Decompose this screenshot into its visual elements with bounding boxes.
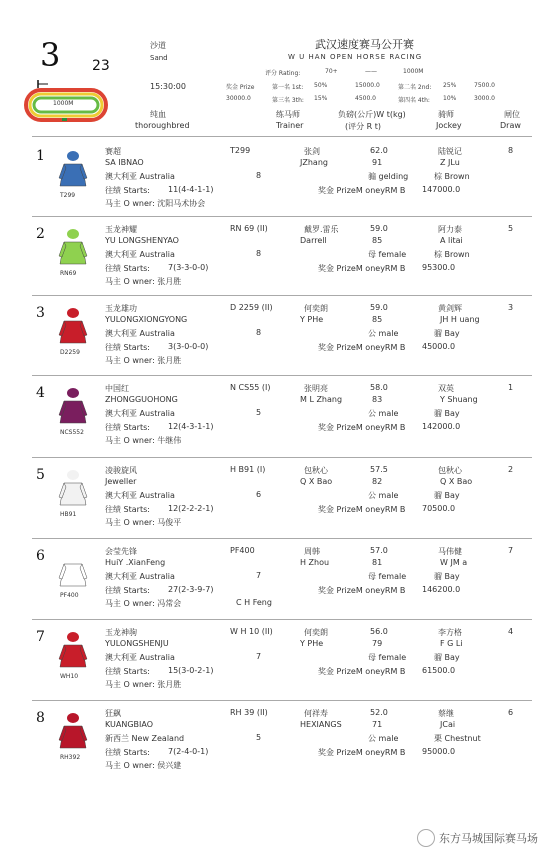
prize-label: 奖金 PrizeM oneyRM B bbox=[318, 586, 406, 595]
trainer-en: Y PHe bbox=[300, 639, 324, 648]
trainer-cn: 戴罗.雷乐 bbox=[304, 225, 339, 234]
jockey-en: A litai bbox=[440, 236, 463, 245]
trainer-en: M L Zhang bbox=[300, 395, 343, 404]
prize-4th-amt: 3000.0 bbox=[474, 95, 495, 102]
prize-amount: 147000.0 bbox=[422, 185, 461, 194]
sex: 公 male bbox=[368, 491, 399, 500]
wechat-icon bbox=[417, 829, 435, 847]
jockey-silk-icon bbox=[58, 387, 88, 427]
col-draw-en: Draw bbox=[500, 121, 521, 130]
sex: 公 male bbox=[368, 329, 399, 338]
breed-cn: 纯血 bbox=[150, 110, 166, 119]
jockey-cn: 蔡继 bbox=[438, 709, 454, 718]
prize-label: 奖金 PrizeM oneyRM B bbox=[318, 343, 406, 352]
prize-2nd-label: 第二名 2nd: bbox=[398, 84, 432, 91]
trainer-cn: 包秋心 bbox=[304, 466, 328, 475]
prize-amount: 142000.0 bbox=[422, 422, 461, 431]
prize-1st-pct: 50% bbox=[314, 82, 328, 89]
horse-draw-mid: 8 bbox=[256, 171, 262, 180]
jockey-cn: 阿力泰 bbox=[438, 225, 462, 234]
jockey-en: F G Li bbox=[440, 639, 463, 648]
weight: 62.0 bbox=[370, 146, 388, 155]
horse-name-cn: 玉龙神耀 bbox=[105, 225, 137, 234]
horse-origin: 新西兰 New Zealand bbox=[105, 734, 185, 743]
horse-owner: 马主 O wner: 沈阳马术协会 bbox=[105, 199, 206, 208]
jockey-silk-icon bbox=[58, 150, 88, 190]
horse-draw-mid: 8 bbox=[256, 328, 262, 337]
horse-draw-mid: 7 bbox=[256, 652, 262, 661]
horse-draw-mid: 8 bbox=[256, 249, 262, 258]
coat-color: 骝 Bay bbox=[434, 572, 460, 581]
jockey-cn: 马伟健 bbox=[438, 547, 462, 556]
rating: 83 bbox=[372, 395, 383, 404]
sex: 骟 gelding bbox=[368, 172, 409, 181]
horse-code2: RH 39 (II) bbox=[230, 708, 268, 717]
trainer-cn: 张明亮 bbox=[304, 384, 328, 393]
horse-name-cn: 狂飙 bbox=[105, 709, 121, 718]
trainer-extra: C H Feng bbox=[236, 598, 272, 607]
coat-color: 棕 Brown bbox=[434, 172, 470, 181]
divider bbox=[32, 457, 532, 458]
draw: 5 bbox=[508, 224, 514, 233]
prize-label: 奖金 PrizeM oneyRM B bbox=[318, 667, 406, 676]
divider bbox=[32, 375, 532, 376]
jockey-silk-icon bbox=[58, 631, 88, 671]
horse-code: T299 bbox=[60, 192, 76, 199]
trainer-en: HEXIANGS bbox=[300, 720, 342, 729]
horse-starts-label: 往绩 Starts: bbox=[105, 667, 150, 676]
prize-1st-amt: 15000.0 bbox=[355, 82, 380, 89]
jockey-en: Q X Bao bbox=[440, 477, 473, 486]
coat-color: 骝 Bay bbox=[434, 653, 460, 662]
jockey-cn: 双英 bbox=[438, 384, 454, 393]
horse-number: 8 bbox=[36, 710, 45, 726]
divider bbox=[32, 700, 532, 701]
horse-name-en: HuiY .XianFeng bbox=[105, 558, 166, 567]
horse-code2: T299 bbox=[230, 146, 251, 155]
rating: 85 bbox=[372, 315, 383, 324]
draw: 8 bbox=[508, 146, 514, 155]
horse-code: RH392 bbox=[60, 754, 81, 761]
jockey-silk-icon bbox=[58, 228, 88, 268]
horse-code2: H B91 (I) bbox=[230, 465, 266, 474]
horse-name-cn: 会莹先锋 bbox=[105, 547, 137, 556]
race-number: 3 bbox=[40, 36, 61, 74]
sex: 母 female bbox=[368, 250, 407, 259]
horse-origin: 澳大利亚 Australia bbox=[105, 409, 175, 418]
jockey-cn: 李方格 bbox=[438, 628, 462, 637]
prize-label: 奖金 Prize bbox=[226, 84, 255, 91]
horse-code: NCS552 bbox=[60, 429, 84, 436]
horse-code2: D 2259 (II) bbox=[230, 303, 273, 312]
draw: 2 bbox=[508, 465, 514, 474]
prize-3rd-pct: 15% bbox=[314, 95, 328, 102]
horse-draw-mid: 6 bbox=[256, 490, 262, 499]
col-jockey-cn: 骑师 bbox=[438, 110, 454, 119]
prize-amount: 45000.0 bbox=[422, 342, 456, 351]
track-distance-label: 1000M bbox=[53, 100, 74, 107]
horse-owner: 马主 O wner: 马俊平 bbox=[105, 518, 182, 527]
jockey-cn: 陆锐记 bbox=[438, 147, 462, 156]
prize-label: 奖金 PrizeM oneyRM B bbox=[318, 264, 406, 273]
prize-2nd-pct: 25% bbox=[443, 82, 457, 89]
sex: 公 male bbox=[368, 734, 399, 743]
horse-number: 2 bbox=[36, 226, 45, 242]
prize-label: 奖金 PrizeM oneyRM B bbox=[318, 186, 406, 195]
coat-color: 骝 Bay bbox=[434, 409, 460, 418]
race-time: 15:30:00 bbox=[150, 82, 186, 91]
trainer-cn: 何祥寿 bbox=[304, 709, 328, 718]
jockey-en: JCai bbox=[440, 720, 456, 729]
horse-starts-label: 往绩 Starts: bbox=[105, 423, 150, 432]
col-draw-cn: 闸位 bbox=[504, 110, 520, 119]
col-trainer-en: Trainer bbox=[276, 121, 304, 130]
jockey-en: JH H uang bbox=[440, 315, 480, 324]
weight: 58.0 bbox=[370, 383, 388, 392]
prize-2nd-amt: 7500.0 bbox=[474, 82, 495, 89]
horse-name-en: Jeweller bbox=[105, 477, 137, 486]
jockey-silk-icon bbox=[58, 469, 88, 509]
horse-origin: 澳大利亚 Australia bbox=[105, 572, 175, 581]
draw: 7 bbox=[508, 546, 514, 555]
horse-owner: 马主 O wner: 牛继伟 bbox=[105, 436, 182, 445]
race-title-en: W U HAN OPEN HORSE RACING bbox=[288, 53, 423, 61]
jockey-en: Z JLu bbox=[440, 158, 460, 167]
sex: 母 female bbox=[368, 653, 407, 662]
watermark-text: 东方马城国际赛马场 bbox=[439, 832, 538, 845]
prize-3rd-label: 第三名 3th: bbox=[272, 97, 304, 104]
prize-amount: 95000.0 bbox=[422, 747, 456, 756]
horse-starts: 3(3-0-0-0) bbox=[168, 342, 209, 351]
horse-code2: N CS55 (I) bbox=[230, 383, 271, 392]
breed-en: thoroughbred bbox=[135, 121, 190, 130]
horse-name-cn: 凌骏旋风 bbox=[105, 466, 137, 475]
rating: 82 bbox=[372, 477, 383, 486]
trainer-en: Y PHe bbox=[300, 315, 324, 324]
weight: 57.5 bbox=[370, 465, 388, 474]
coat-color: 骝 Bay bbox=[434, 491, 460, 500]
rating-dash: —— bbox=[365, 68, 377, 75]
prize-label: 奖金 PrizeM oneyRM B bbox=[318, 748, 406, 757]
horse-starts-label: 往绩 Starts: bbox=[105, 343, 150, 352]
watermark bbox=[417, 829, 538, 847]
jockey-en: Y Shuang bbox=[440, 395, 478, 404]
horse-name-en: ZHONGGUOHONG bbox=[105, 395, 178, 404]
horse-starts: 12(2-2-2-1) bbox=[168, 504, 214, 513]
draw: 4 bbox=[508, 627, 514, 636]
surface-en: Sand bbox=[150, 54, 168, 62]
horse-starts-label: 往绩 Starts: bbox=[105, 186, 150, 195]
horse-starts: 27(2-3-9-7) bbox=[168, 585, 214, 594]
jockey-cn: 黄剑辉 bbox=[438, 304, 462, 313]
horse-number: 5 bbox=[36, 467, 45, 483]
horse-starts: 7(2-4-0-1) bbox=[168, 747, 209, 756]
rating-label: 评分 Rating: bbox=[265, 70, 301, 77]
prize-1st-label: 第一名 1st: bbox=[272, 84, 304, 91]
horse-code: PF400 bbox=[60, 592, 79, 599]
horse-code: HB91 bbox=[60, 511, 77, 518]
horse-owner: 马主 O wner: 张月胜 bbox=[105, 356, 182, 365]
horse-number: 6 bbox=[36, 548, 45, 564]
coat-color: 骝 Bay bbox=[434, 329, 460, 338]
horse-owner: 马主 O wner: 侯兴建 bbox=[105, 761, 182, 770]
horse-origin: 澳大利亚 Australia bbox=[105, 329, 175, 338]
horse-number: 3 bbox=[36, 305, 45, 321]
prize-amount: 95300.0 bbox=[422, 263, 456, 272]
horse-owner: 马主 O wner: 冯常会 bbox=[105, 599, 182, 608]
sex: 公 male bbox=[368, 409, 399, 418]
coat-color: 棕 Brown bbox=[434, 250, 470, 259]
horse-origin: 澳大利亚 Australia bbox=[105, 491, 175, 500]
horse-number: 1 bbox=[36, 148, 45, 164]
horse-name-en: YULONGXIONGYONG bbox=[105, 315, 188, 324]
horse-starts-label: 往绩 Starts: bbox=[105, 505, 150, 514]
horse-starts: 7(3-3-0-0) bbox=[168, 263, 209, 272]
col-weight: 负磅(公斤)W t(kg) bbox=[338, 110, 406, 119]
rating-value: 70+ bbox=[325, 68, 338, 75]
prize-label: 奖金 PrizeM oneyRM B bbox=[318, 423, 406, 432]
runner-count: 23 bbox=[92, 58, 110, 74]
race-distance: 1000M bbox=[403, 68, 424, 75]
divider bbox=[32, 538, 532, 539]
weight: 57.0 bbox=[370, 546, 388, 555]
horse-name-en: YULONGSHENJU bbox=[105, 639, 169, 648]
jockey-silk-icon bbox=[58, 550, 88, 590]
prize-amount: 146200.0 bbox=[422, 585, 461, 594]
horse-starts-label: 往绩 Starts: bbox=[105, 586, 150, 595]
rating: 79 bbox=[372, 639, 383, 648]
trainer-en: Darrell bbox=[300, 236, 327, 245]
horse-code: D2259 bbox=[60, 349, 80, 356]
divider bbox=[32, 216, 532, 217]
track-diagram bbox=[22, 78, 110, 128]
horse-owner: 马主 O wner: 张月胜 bbox=[105, 680, 182, 689]
trainer-en: JZhang bbox=[300, 158, 328, 167]
draw: 3 bbox=[508, 303, 514, 312]
prize-label: 奖金 PrizeM oneyRM B bbox=[318, 505, 406, 514]
horse-code2: W H 10 (II) bbox=[230, 627, 273, 636]
trainer-en: H Zhou bbox=[300, 558, 330, 567]
draw: 6 bbox=[508, 708, 514, 717]
rating: 81 bbox=[372, 558, 383, 567]
weight: 59.0 bbox=[370, 303, 388, 312]
horse-code2: RN 69 (II) bbox=[230, 224, 268, 233]
horse-owner: 马主 O wner: 张月胜 bbox=[105, 277, 182, 286]
trainer-cn: 周韩 bbox=[304, 547, 320, 556]
horse-number: 4 bbox=[36, 385, 45, 401]
horse-origin: 澳大利亚 Australia bbox=[105, 172, 175, 181]
race-title-cn: 武汉速度赛马公开赛 bbox=[315, 38, 414, 51]
horse-name-cn: 玉龙雄功 bbox=[105, 304, 137, 313]
sex: 母 female bbox=[368, 572, 407, 581]
prize-4th-pct: 10% bbox=[443, 95, 457, 102]
horse-draw-mid: 5 bbox=[256, 408, 262, 417]
col-rating: (评分 R t) bbox=[345, 122, 382, 131]
horse-starts: 15(3-0-2-1) bbox=[168, 666, 214, 675]
prize-amount: 70500.0 bbox=[422, 504, 456, 513]
rating: 71 bbox=[372, 720, 383, 729]
jockey-silk-icon bbox=[58, 712, 88, 752]
jockey-silk-icon bbox=[58, 307, 88, 347]
horse-number: 7 bbox=[36, 629, 45, 645]
horse-name-en: SA IBNAO bbox=[105, 158, 144, 167]
jockey-cn: 包秋心 bbox=[438, 466, 462, 475]
divider bbox=[32, 619, 532, 620]
horse-origin: 澳大利亚 Australia bbox=[105, 653, 175, 662]
horse-name-cn: 中国红 bbox=[105, 384, 129, 393]
col-trainer-cn: 练马师 bbox=[276, 110, 300, 119]
divider bbox=[32, 136, 532, 137]
horse-name-cn: 玉龙神驹 bbox=[105, 628, 137, 637]
trainer-en: Q X Bao bbox=[300, 477, 333, 486]
trainer-cn: 何奕朗 bbox=[304, 628, 328, 637]
horse-starts: 11(4-4-1-1) bbox=[168, 185, 214, 194]
horse-code: RN69 bbox=[60, 270, 77, 277]
weight: 56.0 bbox=[370, 627, 388, 636]
rating: 85 bbox=[372, 236, 383, 245]
horse-origin: 澳大利亚 Australia bbox=[105, 250, 175, 259]
weight: 52.0 bbox=[370, 708, 388, 717]
col-jockey-en: Jockey bbox=[436, 121, 462, 130]
horse-name-en: YU LONGSHENYAO bbox=[105, 236, 179, 245]
prize-amount: 61500.0 bbox=[422, 666, 456, 675]
horse-code: WH10 bbox=[60, 673, 79, 680]
prize-3rd-amt: 4500.0 bbox=[355, 95, 376, 102]
draw: 1 bbox=[508, 383, 514, 392]
trainer-cn: 何奕朗 bbox=[304, 304, 328, 313]
horse-draw-mid: 5 bbox=[256, 733, 262, 742]
rating: 91 bbox=[372, 158, 383, 167]
coat-color: 栗 Chestnut bbox=[434, 734, 481, 743]
surface-cn: 沙道 bbox=[150, 41, 166, 50]
horse-name-en: KUANGBIAO bbox=[105, 720, 154, 729]
horse-starts-label: 往绩 Starts: bbox=[105, 748, 150, 757]
prize-total: 30000.0 bbox=[226, 95, 251, 102]
horse-name-cn: 赛超 bbox=[105, 147, 121, 156]
divider bbox=[32, 295, 532, 296]
trainer-cn: 张剑 bbox=[304, 147, 320, 156]
horse-draw-mid: 7 bbox=[256, 571, 262, 580]
jockey-en: W JM a bbox=[440, 558, 468, 567]
horse-starts-label: 往绩 Starts: bbox=[105, 264, 150, 273]
horse-code2: PF400 bbox=[230, 546, 255, 555]
prize-4th-label: 第四名 4th: bbox=[398, 97, 430, 104]
weight: 59.0 bbox=[370, 224, 388, 233]
horse-starts: 12(4-3-1-1) bbox=[168, 422, 214, 431]
